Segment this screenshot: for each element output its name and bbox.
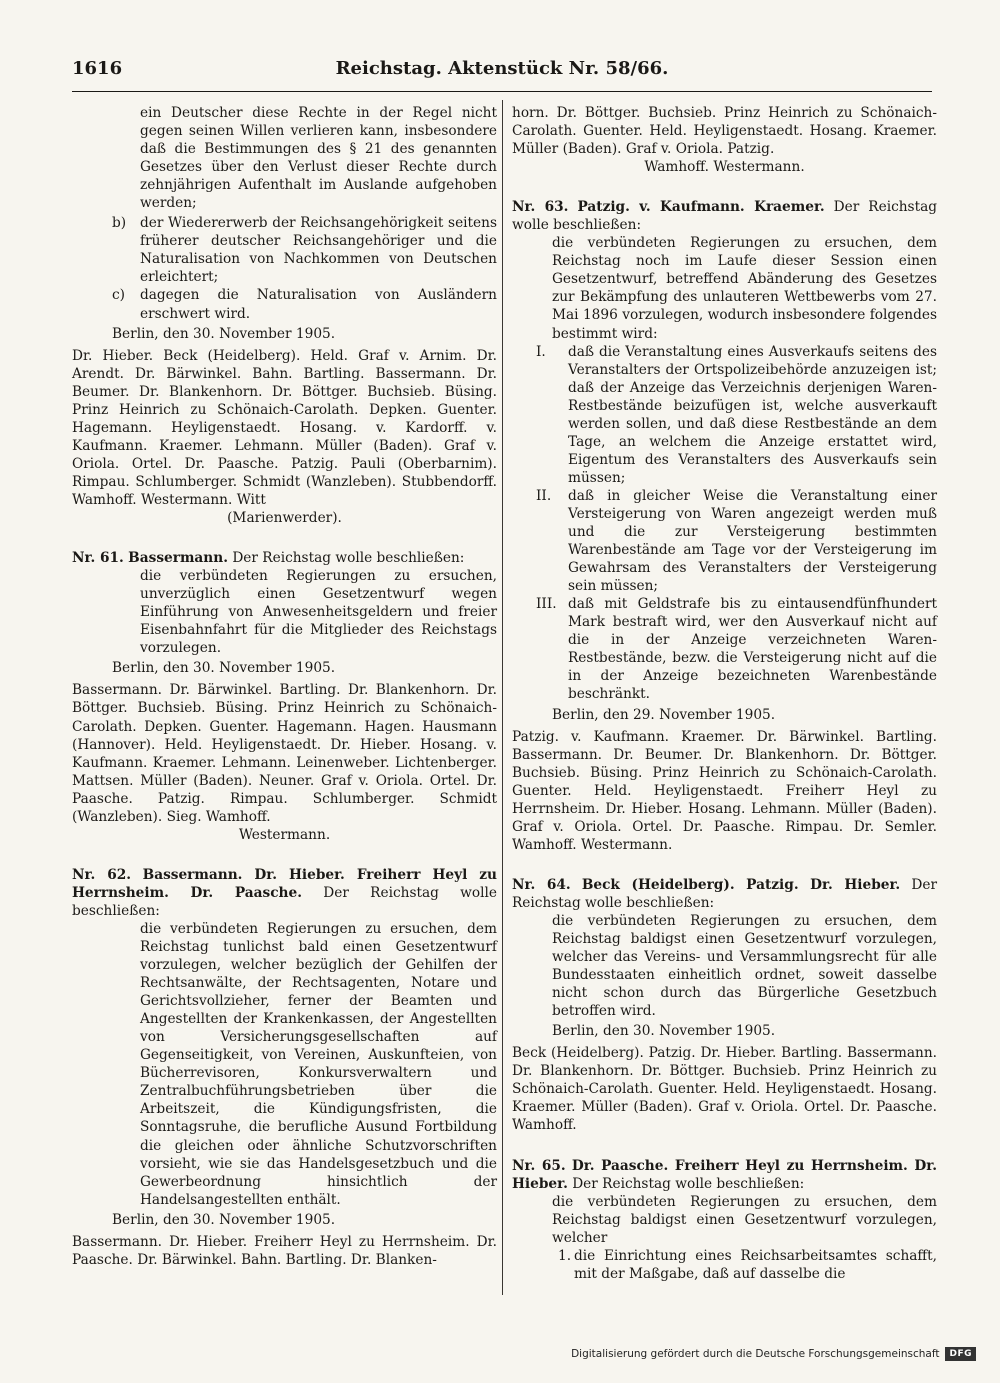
motion-body: die verbündeten Regierungen zu ersuchen, dem Reichstag baldigst einen Gesetzentwurf vorzulegen, welcher das Vereins- und Versammlungsrecht für alle Bundesstaaten einheitlich ordnet, soweit dasselbe nicht schon durch das Bürgerliche Gesetzbuch betroffen wird. (552, 912, 937, 1020)
list-item (512, 595, 937, 703)
motion-intro: Der Reichstag wolle beschließen: (572, 1175, 805, 1192)
item-text: dagegen die Naturalisation von Ausländern erschwert wird. (140, 287, 497, 322)
right-column (512, 104, 937, 1283)
motion-number: Nr. 65. (512, 1157, 566, 1174)
motion-63-heading (512, 198, 937, 234)
motion-64-heading (512, 876, 937, 912)
item-text: daß in gleicher Weise die Veranstaltung einer Versteigerung von Waren angezeigt werden muß und die zur Versteigerung bestimmten Warenbestände am Tage vor der Versteigerung im Gewahrsam des Veranstalters der Versteigerung sein müssen; (568, 487, 937, 595)
page-number: 1616 (72, 58, 123, 79)
column-divider (502, 100, 503, 1295)
item-label: c) (112, 287, 126, 304)
item-label: III. (536, 596, 557, 613)
list-item (512, 343, 937, 487)
motion-number: Nr. 61. (72, 550, 124, 567)
date-line: Berlin, den 30. November 1905. (112, 325, 336, 342)
list-item (72, 214, 497, 286)
signatories-end: Westermann. (238, 826, 331, 843)
motion-65-heading (512, 1157, 937, 1193)
date-line: Berlin, den 30. November 1905. (112, 1211, 336, 1228)
list-item (512, 1247, 937, 1283)
motion-body: die verbündeten Regierungen zu ersuchen, unverzüglich einen Gesetzentwurf wegen Einführung von Anwesenheitsgeldern und freier Eisenbahnfahrt für die Mitglieder des Reichstags vorzulegen. (140, 568, 497, 657)
item-text: der Wiedererwerb der Reichsangehörigkeit seitens früherer deutscher Reichsangehöriger und die Naturalisation von Nachkommen von Deutschen erleichtert; (140, 215, 497, 286)
dfg-logo-icon: DFG (945, 1347, 976, 1361)
signatories: Bassermann. Dr. Hieber. Freiherr Heyl zu Herrnsheim. Dr. Paasche. Dr. Bärwinkel. Bahn. Bartling. Dr. Blanken- (72, 1233, 497, 1268)
digitization-credit (571, 1347, 976, 1361)
motion-number: Nr. 64. (512, 876, 571, 893)
motion-number: Nr. 62. (72, 866, 132, 883)
item-label: 1. (558, 1247, 572, 1264)
motion-sponsors: Beck (Heidelberg). Patzig. Dr. Hieber. (581, 876, 901, 893)
item-text: die Einrichtung eines Reichsarbeitsamtes schafft, mit der Maßgabe, daß auf dasselbe die (574, 1247, 937, 1282)
list-item (72, 286, 497, 322)
motion-body: die verbündeten Regierungen zu ersuchen, dem Reichstag baldigst einen Gesetzentwurf vorzulegen, welcher (552, 1193, 937, 1246)
motion-sponsors: Patzig. v. Kaufmann. Kraemer. (577, 199, 825, 216)
motion-61-heading (72, 549, 497, 567)
item-label: II. (536, 487, 552, 504)
credit-text: Digitalisierung gefördert durch die Deutsche Forschungsgemeinschaft (571, 1348, 940, 1360)
motion-intro: Der Reichstag wolle beschließen: (512, 876, 937, 911)
date-line: Berlin, den 30. November 1905. (112, 660, 336, 677)
header-rule (72, 91, 932, 92)
motion-body: die verbündeten Regierungen zu ersuchen, dem Reichstag noch im Laufe dieser Session einen Gesetzentwurf, betreffend Abänderung des Gesetzes zur Bekämpfung des unlauteren Wettbewerbs vom 27. Mai 1896 vorzulegen, wodurch insbesondere folgendes bestimmt wird: (552, 235, 937, 342)
list-item (512, 487, 937, 595)
signatories-end: (Marienwerder). (227, 510, 342, 527)
motion-intro: Der Reichstag wolle beschließen: (72, 884, 497, 919)
date-line: Berlin, den 29. November 1905. (552, 706, 776, 723)
motion-sponsors: Dr. Paasche. Freiherr Heyl zu Herrnsheim. Dr. Hieber. (512, 1157, 937, 1192)
item-text: daß die Veranstaltung eines Ausverkaufs seitens des Veranstalters der Ortspolizeibehörde anzuzeigen ist; daß der Anzeige das Verzeichnis derjenigen Waren-Restbestände beizufügen ist, welche ausverkauft werden sollen, und daß diese Restbestände an dem Tage, an welchem die Anzeige erstattet wird, Eigentum des Veranstalters des Ausverkaufs sein müssen; (568, 343, 937, 486)
motion-number: Nr. 63. (512, 199, 569, 216)
motion-intro: Der Reichstag wolle beschließen: (512, 199, 937, 234)
signatories-continuation: horn. Dr. Böttger. Buchsieb. Prinz Heinrich zu Schönaich-Carolath. Guenter. Held. Heyligenstaedt. Hosang. Kraemer. Müller (Baden). Graf v. Oriola. Patzig. (512, 105, 937, 158)
signatories: Bassermann. Dr. Bärwinkel. Bartling. Dr. Blankenhorn. Dr. Böttger. Buchsieb. Büsing. Prinz Heinrich zu Schönaich-Carolath. Depken. Guenter. Hagemann. Hagen. Hausmann (Hannover). Held. Heyligenstaedt. Dr. Hieber. Hosang. v. Kaufmann. Kraemer. Lehmann. Leinenweber. Lichtenberger. Mattsen. Müller (Baden). Neuner. Graf v. Oriola. Ortel. Dr. Paasche. Patzig. Rimpau. Schlumberger. Schmidt (Wanzleben). Sieg. Wamhoff. (72, 682, 497, 825)
left-column (72, 104, 497, 1269)
signatories-end: Wamhoff. Westermann. (644, 159, 805, 176)
motion-sponsors: Bassermann. Dr. Hieber. Freiherr Heyl zu Herrnsheim. Dr. Paasche. (72, 866, 497, 901)
motion-body: die verbündeten Regierungen zu ersuchen, dem Reichstag tunlichst bald einen Gesetzentwurf vorzulegen, welcher bezüglich der Gehilfen der Rechtsanwälte, der Rechtsagenten, Notare und Gerichtsvollzieher, ferner der Beamten und Angestellten der Krankenkassen, der Angestellten von Versicherungsgesellschaften auf Gegenseitigkeit, von Vereinen, Auskunfteien, von Bücherrevisoren, Konkursverwaltern und Zentralbuchführungsbetrieben über die Arbeitszeit, die Kündigungsfristen, die Sonntagsruhe, die berufliche Ausund Fortbildung die gleichen oder ähnliche Schutzvorschriften vorsieht, wie sie das Handelsgesetzbuch und die Gewerbeordnung hinsichtlich der Handelsangestellten enthält. (140, 920, 497, 1208)
running-head: Reichstag. Aktenstück Nr. 58/66. (335, 58, 669, 79)
page-header (72, 58, 932, 88)
date-line: Berlin, den 30. November 1905. (552, 1023, 776, 1040)
item-label: b) (112, 215, 127, 232)
intro-continuation: ein Deutscher diese Rechte in der Regel nicht gegen seinen Willen verlieren kann, insbesondere daß die Bestimmungen des § 21 des genannten Gesetzes über den Verlust dieser Rechte durch zehnjährigen Aufenthalt im Auslande aufgehoben werden; (140, 105, 497, 212)
motion-intro: Der Reichstag wolle beschließen: (232, 550, 465, 567)
signatories: Patzig. v. Kaufmann. Kraemer. Dr. Bärwinkel. Bartling. Bassermann. Dr. Beumer. Dr. Blankenhorn. Dr. Böttger. Buchsieb. Büsing. Prinz Heinrich zu Schönaich-Carolath. Guenter. Held. Heyligenstaedt. Freiherr Heyl zu Herrnsheim. Dr. Hieber. Hosang. Lehmann. Müller (Baden). Graf v. Oriola. Ortel. Dr. Paasche. Rimpau. Dr. Semler. Wamhoff. Westermann. (512, 728, 937, 853)
motion-62-heading (72, 866, 497, 920)
item-text: daß mit Geldstrafe bis zu eintausendfünfhundert Mark bestraft wird, wer den Ausverkauf nicht auf die in der Anzeige verzeichneten Waren-Restbestände, bezw. die Versteigerung nicht auf die in der Anzeige bezeichneten Warenbestände beschränkt. (568, 596, 937, 703)
item-label: I. (536, 343, 546, 360)
motion-sponsors: Bassermann. (128, 550, 228, 567)
signatories: Beck (Heidelberg). Patzig. Dr. Hieber. Bartling. Bassermann. Dr. Blankenhorn. Dr. Böttger. Buchsieb. Prinz Heinrich zu Schönaich-Carolath. Guenter. Held. Heyligenstaedt. Hosang. Kraemer. Müller (Baden). Graf v. Oriola. Ortel. Dr. Paasche. Wamhoff. (512, 1045, 937, 1134)
signatories: Dr. Hieber. Beck (Heidelberg). Held. Graf v. Arnim. Dr. Arendt. Dr. Bärwinkel. Bahn. Bartling. Bassermann. Dr. Beumer. Dr. Blankenhorn. Dr. Böttger. Buchsieb. Büsing. Prinz Heinrich zu Schönaich-Carolath. Depken. Guenter. Hagemann. Heyligenstaedt. Hosang. v. Kardorff. v. Kaufmann. Kraemer. Lehmann. Müller (Baden). Graf v. Oriola. Ortel. Dr. Paasche. Patzig. Pauli (Oberbarnim). Rimpau. Schlumberger. Schmidt (Wanzleben). Stubbendorff. Wamhoff. Westermann. Witt (72, 347, 497, 508)
